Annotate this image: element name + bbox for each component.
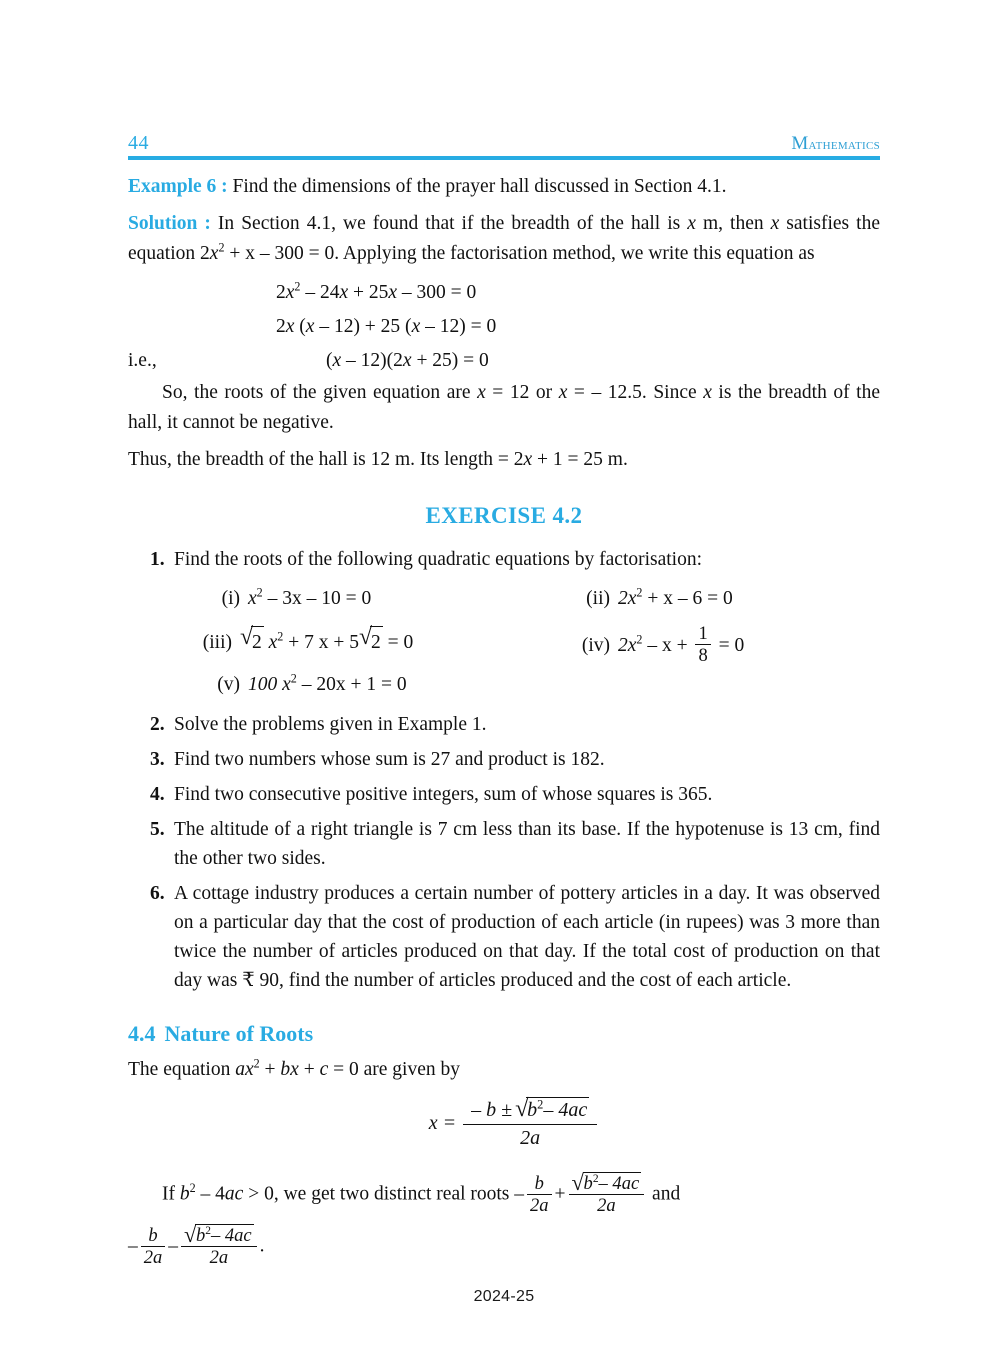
subitem-iii-mid: + 7 x + 5	[283, 632, 359, 653]
tail-frac1-den: 2a	[141, 1246, 166, 1268]
formula-fraction	[463, 1097, 597, 1150]
formula-numerator	[463, 1097, 597, 1124]
solution-var-x1: x	[687, 213, 696, 234]
question-item-3	[128, 745, 880, 774]
radical-icon: √	[571, 1170, 584, 1196]
subitem-ii-exp: 2	[636, 585, 643, 600]
disc-and: and	[647, 1183, 681, 1205]
disc-fraction-1	[527, 1174, 552, 1216]
disc-plus: +	[554, 1183, 566, 1205]
question-number-3: 3.	[150, 749, 165, 770]
subitem-iii: (iii) √ 2 $x^2 + 7$ x + 5 √ 2 = 0	[188, 626, 413, 657]
discriminant-paragraph	[128, 1172, 880, 1216]
section-heading	[128, 1021, 880, 1047]
section-number: 4.4	[128, 1021, 156, 1046]
disc-mid: – 4	[195, 1183, 225, 1205]
formula-lhs: x =	[428, 1112, 457, 1134]
subitem-ii-eq-b: + x – 6 = 0	[642, 588, 733, 609]
subitem-iv-eq-a: 2x	[618, 634, 637, 656]
formula-radicand-b: b	[527, 1099, 538, 1121]
example-label: Example 6 :	[128, 176, 228, 197]
solution-paragraph	[128, 209, 880, 269]
thus-text-a: Thus, the breadth of the hall is 12 m. Its length = 2	[128, 449, 524, 470]
tail-minus: –	[128, 1235, 138, 1257]
intro-var-ax: ax	[235, 1059, 254, 1080]
formula-num-lead: – b ±	[471, 1099, 513, 1121]
subitem-iv	[566, 624, 744, 666]
disc-frac2-den: 2a	[569, 1194, 645, 1216]
question-number-4: 4.	[150, 784, 165, 805]
disc-frac1-num: b	[534, 1173, 544, 1194]
disc-radicand-rest: – 4ac	[598, 1173, 640, 1194]
equation-line-2	[128, 310, 880, 344]
subitem-i-label: (i)	[221, 588, 240, 609]
disc-sqrt	[572, 1172, 642, 1194]
roots-paragraph: So, the roots of the given equation are x = 12 or x = – 12.5. Since x is the breadth of the hall, it cannot be negative.	[128, 382, 880, 433]
example-text: Find the dimensions of the prayer hall discussed in Section 4.1.	[232, 176, 727, 197]
subitem-iii-radicand-1: 2	[251, 626, 264, 657]
question-item-1	[128, 545, 880, 704]
subitem-i-eq-a: x	[248, 588, 257, 609]
question-item-5	[128, 815, 880, 873]
subitem-iv-end: = 0	[713, 634, 745, 656]
formula-sqrt	[515, 1097, 589, 1122]
subitem-i-exp: 2	[256, 585, 263, 600]
disc-gt: > 0, we get two distinct real roots	[243, 1183, 515, 1205]
section-title: Nature of Roots	[164, 1021, 314, 1046]
equation-3: (x – 12)(2x + 25) = 0	[326, 350, 489, 371]
subitem-iii-end: = 0	[382, 632, 414, 653]
disc-ac: ac	[224, 1183, 244, 1205]
intro-var-bx: bx	[280, 1059, 299, 1080]
solution-var-x3: x	[209, 243, 219, 264]
radical-icon: √	[240, 624, 254, 651]
tail-frac2-num	[181, 1224, 257, 1246]
page-content	[128, 172, 880, 1275]
disc-frac1-den: 2a	[527, 1194, 552, 1216]
intro-var-c: c	[319, 1059, 329, 1080]
discriminant-tail	[128, 1224, 880, 1268]
subitem-iii-label: (iii)	[202, 632, 232, 653]
radical-icon: √	[515, 1095, 529, 1123]
question-text-2: Solve the problems given in Example 1.	[174, 714, 487, 735]
roots-text-3: = – 12.5. Since	[567, 382, 704, 403]
exercise-title: EXERCISE 4.2	[425, 503, 583, 528]
subitem-ii	[566, 584, 733, 613]
equation-line-3	[128, 344, 880, 378]
tail-frac2-den: 2a	[181, 1246, 257, 1268]
tail-minus-2: –	[168, 1235, 179, 1257]
question-text-3: Find two numbers whose sum is 27 and product is 182.	[174, 749, 605, 770]
tail-sqrt	[184, 1224, 254, 1246]
formula-radicand-exp: 2	[537, 1097, 544, 1112]
intro-exp: 2	[253, 1056, 260, 1071]
disc-minus: –	[514, 1183, 525, 1205]
question-number-5: 5.	[150, 819, 165, 840]
question-text-6: A cottage industry produces a certain number of pottery articles in a day. It was observed on a particular day that the cost of production of each article (in rupees) was 3 more than twice the number of articles produced on that day. If the total cost of production on that day was ₹ 90, find the number of articles produced and the cost of each article.	[174, 883, 880, 991]
disc-frac2-num	[569, 1172, 645, 1194]
subitem-iv-exp: 2	[636, 632, 643, 647]
exercise-question-list	[128, 545, 880, 995]
ie-label: i.e.,	[128, 350, 157, 371]
subitem-i	[196, 584, 371, 613]
subitem-iii-sqrt-1	[240, 626, 264, 657]
question-number-2: 2.	[150, 714, 165, 735]
question-1-subitems	[174, 580, 880, 704]
disc-fraction-2	[569, 1172, 645, 1216]
tail-frac1-num: b	[148, 1225, 158, 1246]
disc-radicand-b: b	[583, 1173, 593, 1194]
intro-text-a: The equation	[128, 1059, 236, 1080]
subitem-iii-radicand-2: 2	[370, 626, 383, 657]
subitem-iv-label: (iv)	[581, 634, 610, 656]
roots-text-2: = 12 or	[485, 382, 559, 403]
subitem-i-eq-b: – 3x – 10 = 0	[262, 588, 372, 609]
formula-radicand	[526, 1097, 589, 1122]
radical-icon: √	[184, 1222, 197, 1248]
question-item-6	[128, 879, 880, 995]
question-text-4: Find two consecutive positive integers, sum of whose squares is 365.	[174, 784, 713, 805]
header-rule	[128, 156, 880, 160]
solution-text-4: + x – 300 = 0. Applying the factorisation method, we write this equation as	[224, 243, 815, 264]
solution-exponent: 2	[218, 240, 225, 255]
subitem-v	[196, 670, 407, 699]
page-footer: 2024-25	[473, 1288, 535, 1305]
formula-denominator: 2a	[463, 1124, 597, 1150]
subitem-ii-label: (ii)	[586, 588, 610, 609]
question-item-4	[128, 780, 880, 809]
subitem-iii-sqrt-2	[359, 626, 383, 657]
tail-radicand-rest: – 4ac	[211, 1225, 252, 1246]
disc-exp: 2	[189, 1180, 196, 1195]
intro-text-d: = 0 are given by	[328, 1059, 460, 1080]
subitem-v-exp: 2	[290, 671, 297, 686]
solution-label: Solution :	[128, 213, 211, 234]
solution-text-2: m, then	[695, 213, 771, 234]
question-text-5: The altitude of a right triangle is 7 cm less than its base. If the hypotenuse is 13 cm, find the other two sides.	[174, 819, 880, 869]
example-statement	[128, 172, 880, 202]
running-head: Mathematics	[791, 133, 880, 154]
intro-text-c: +	[298, 1059, 320, 1080]
disc-lead: If	[162, 1183, 180, 1205]
question-item-2	[128, 710, 880, 739]
quadratic-formula	[128, 1097, 880, 1150]
question-text-1: Find the roots of the following quadratic equations by factorisation:	[174, 549, 703, 570]
subitem-v-label: (v)	[217, 674, 240, 695]
disc-b: b	[179, 1183, 190, 1205]
section-intro	[128, 1055, 880, 1085]
radical-icon: √	[358, 624, 373, 651]
subitem-iv-eq-b: – x +	[642, 634, 693, 656]
equation-2: 2x (x – 12) + 25 (x – 12) = 0	[276, 316, 497, 337]
equation-1: $2x^2 - 24x + 25x - 300 = 0$	[276, 279, 477, 303]
subitem-v-eq-b: – 20x + 1 = 0	[296, 674, 407, 695]
equation-line-1	[128, 276, 880, 310]
tail-radicand	[195, 1224, 254, 1246]
subitem-iv-fraction	[695, 624, 710, 666]
tail-period: .	[259, 1235, 265, 1257]
disc-radicand	[583, 1172, 642, 1194]
subitem-iv-frac-num: 1	[698, 623, 708, 644]
subitem-iv-frac-den: 8	[695, 644, 710, 666]
solution-text-3: satisfies the equation 2	[128, 213, 880, 264]
question-number-6: 6.	[150, 883, 165, 904]
disc-radicand-exp: 2	[592, 1172, 599, 1185]
page-header	[128, 132, 880, 162]
tail-fraction-2	[181, 1224, 257, 1268]
eq1-exp: 2	[294, 279, 301, 294]
page-canvas	[128, 0, 880, 1356]
thus-paragraph: Thus, the breadth of the hall is 12 m. Its length = 2x + 1 = 25 m.	[128, 449, 628, 470]
page-number: 44	[128, 132, 149, 154]
roots-text-4: is the breadth of the hall, it cannot be negative.	[128, 382, 880, 433]
formula-radicand-rest: – 4ac	[543, 1099, 588, 1121]
solution-var-x2: x	[770, 213, 780, 234]
tail-radicand-exp: 2	[205, 1224, 212, 1237]
thus-text-b: + 1 = 25 m.	[532, 449, 628, 470]
subitem-v-eq-a: 100 x	[248, 674, 291, 695]
tail-fraction-1	[141, 1226, 166, 1268]
intro-text-b: +	[259, 1059, 281, 1080]
question-number-1: 1.	[150, 549, 165, 570]
roots-text-1: So, the roots of the given equation are	[162, 382, 478, 403]
solution-text-1: In Section 4.1, we found that if the breadth of the hall is	[217, 213, 688, 234]
subitem-iii-exp: 2	[277, 629, 284, 644]
tail-radicand-b: b	[196, 1225, 206, 1246]
subitem-ii-eq-a: 2x	[618, 588, 637, 609]
